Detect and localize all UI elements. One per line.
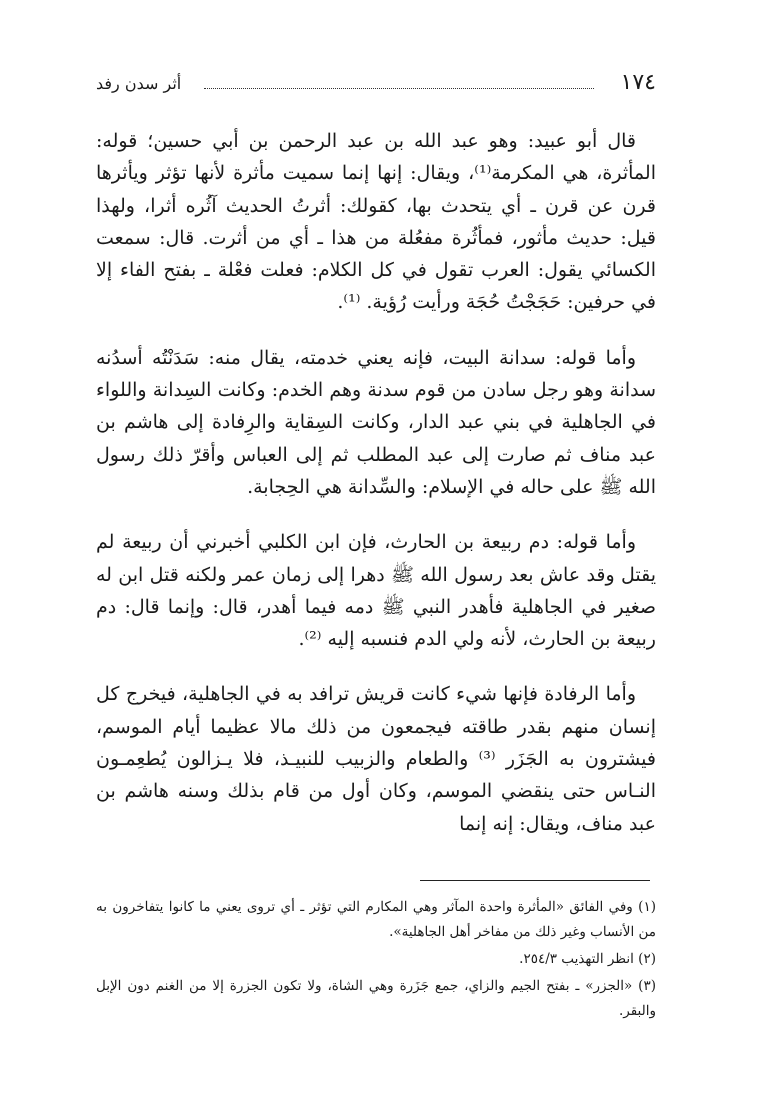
- page-number: ١٧٤: [620, 70, 656, 95]
- paragraph-sidana: وأما قوله: سدانة البيت، فإنه يعني خدمته، يقال منه: سَدَنْتُه أسدُنه سدانة وهو رجل سادن من قوم سدنة وهم الخدم: وكانت السِدانة واللواء في الجاهلية في بني عبد الدار، وكانت السِقاية والرِفادة إلى هاشم بن عبد مناف ثم صارت إلى عبد المطلب ثم إلى العباس وأقرّ ذلك رسول الله ﷺ على حاله في الإسلام: والسِّدانة هي الحِجابة.: [96, 346, 656, 498]
- footnote-separator: [420, 880, 650, 881]
- footnote-1: (١) وفي الفائق «المأثرة واحدة المآثر وهي المكارم التي تؤثر ـ أي تروى يعني ما كانوا يتفاخرون به من الأنساب وغير ذلك من مفاخر أهل الجاهلية».: [96, 899, 656, 940]
- page-header: [96, 66, 656, 102]
- paragraph-rabia: وأما قوله: دم ربيعة بن الحارث، فإن ابن الكلبي أخبرني أن ربيعة لم يقتل وقد عاش بعد رسول الله ﷺ دهرا إلى زمان عمر ولكنه قتل ابن له صغير في الجاهلية فأهدر النبي ﷺ دمه فيما أهدر، قال: وإنما قال: دم ربيعة بن الحارث، لأنه ولي الدم فنسبه إليه ⁽²⁾.: [96, 531, 656, 651]
- footnotes: [96, 895, 656, 1026]
- footnote-3: (٣) «الجزر» ـ بفتح الجيم والزاي، جمع جَزَرة وهي الشاة، ولا تكون الجزرة إلا من الغنم دون الإبل والبقر.: [96, 978, 656, 1019]
- paragraph-maathira: قال أبو عبيد: وهو عبد الله بن عبد الرحمن بن أبي حسين؛ قوله: المأثرة، هي المكرمة⁽¹⁾، ويقال: إنها إنما سميت مأثرة لأنها تؤثر ويأثرها قرن عن قرن ـ أي يتحدث بها، كقولك: أثرتُ الحديث آثُره أثرا، ولهذا قيل: حديث مأثور، فمأثُرة مفعُلة من هذا ـ أي من أثرت. قال: سمعت الكسائي يقول: العرب تقول في كل الكلام: فعلت فعْلة ـ بفتح الفاء إلا في حرفين: حَجَجْتُ حُجَة ورأيت رُؤية. ⁽¹⁾.: [96, 130, 656, 314]
- running-title: أثر سدن رفد: [96, 74, 182, 93]
- paragraph-rifada: وأما الرفادة فإنها شيء كانت قريش ترافد به في الجاهلية، فيخرج كل إنسان منهم بقدر طاقته فيجمعون من ذلك مالا عظيما أيام الموسم، فيشترون به الجَزَر ⁽³⁾ والطعام والزبيب للنبيـذ، فلا يـزالون يُطعِمـون النـاس حتى ينقضي الموسم، وكان أول من قام بذلك وسنه هاشم بن عبد مناف، ويقال: إنه إنما: [96, 683, 656, 835]
- header-dotted-rule: [204, 88, 594, 89]
- main-text: [96, 125, 656, 863]
- footnote-2: (٢) انظر التهذيب ٢٥٤/٣.: [519, 951, 656, 967]
